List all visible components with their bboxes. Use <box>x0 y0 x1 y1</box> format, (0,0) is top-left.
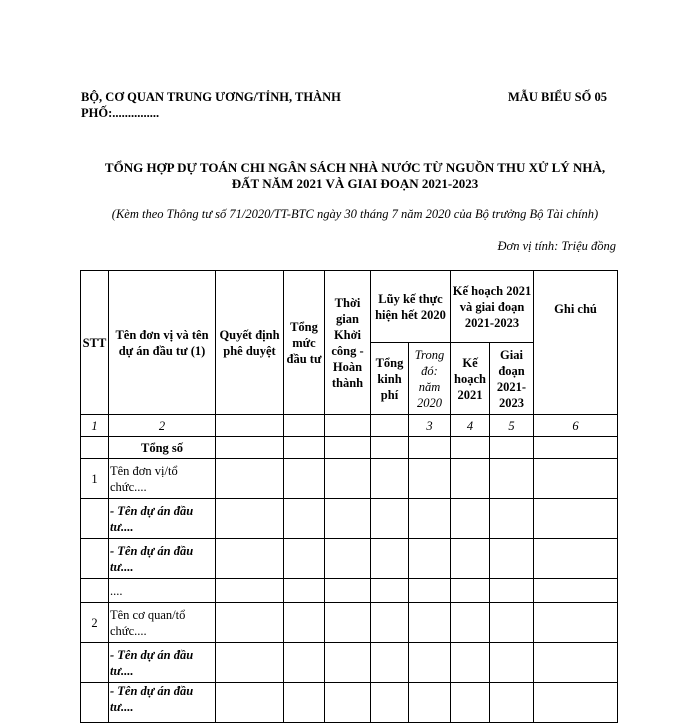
index-cell: 6 <box>534 415 618 437</box>
unit-name: Tên đơn vị/tổ chức.... <box>109 459 216 499</box>
table-row <box>81 499 618 539</box>
header-stt: STT <box>81 271 109 415</box>
index-cell <box>371 415 409 437</box>
project-name: - Tên dự án đầu tư.... <box>109 683 216 723</box>
header-note: Ghi chú <box>534 271 618 415</box>
document-title <box>60 160 650 192</box>
row-stt: 1 <box>81 459 109 499</box>
table-row <box>81 603 618 643</box>
header-plan: Kế hoạch 2021 và giai đoạn 2021-2023 <box>451 271 534 343</box>
agency-name <box>81 89 411 121</box>
header-decision: Quyết định phê duyệt <box>216 271 284 415</box>
index-cell <box>216 415 284 437</box>
header-total-investment: Tổng mức đầu tư <box>284 271 325 415</box>
header-plan-period: Giai đoạn 2021-2023 <box>490 343 534 415</box>
header-plan-2021: Kế hoạch 2021 <box>451 343 490 415</box>
table-row <box>81 459 618 499</box>
table-row <box>81 437 618 459</box>
table-row <box>81 643 618 683</box>
header-name: Tên đơn vị và tên dự án đầu tư (1) <box>109 271 216 415</box>
more-items: .... <box>109 579 216 603</box>
header-cum-2020 <box>409 343 451 415</box>
project-name: - Tên dự án đầu tư.... <box>109 499 216 539</box>
header-cum-total: Tổng kinh phí <box>371 343 409 415</box>
index-cell <box>325 415 371 437</box>
unit-name: Tên cơ quan/tổ chức.... <box>109 603 216 643</box>
header-time: Thời gian Khởi công - Hoàn thành <box>325 271 371 415</box>
budget-table <box>80 270 618 723</box>
index-cell: 1 <box>81 415 109 437</box>
table-row <box>81 683 618 723</box>
table-row <box>81 579 618 603</box>
title-line-2: ĐẤT NĂM 2021 VÀ GIAI ĐOẠN 2021-2023 <box>231 176 479 191</box>
unit-note: Đơn vị tính: Triệu đồng <box>497 239 616 253</box>
index-cell: 5 <box>490 415 534 437</box>
index-cell: 2 <box>109 415 216 437</box>
index-cell: 4 <box>451 415 490 437</box>
project-name: - Tên dự án đầu tư.... <box>109 539 216 579</box>
total-label: Tổng số <box>109 437 216 459</box>
title-line-1: TỔNG HỢP DỰ TOÁN CHI NGÂN SÁCH NHÀ NƯỚC TỪ NGUỒN THU XỬ LÝ NHÀ, <box>104 160 606 175</box>
header-cum-2020-line2: năm 2020 <box>417 379 442 410</box>
index-cell <box>284 415 325 437</box>
index-cell: 3 <box>409 415 451 437</box>
header-cum-2020-line1: Trong đó: <box>414 347 445 378</box>
document-subtitle: (Kèm theo Thông tư số 71/2020/TT-BTC ngày 30 tháng 7 năm 2020 của Bộ trưởng Bộ Tài chính) <box>111 207 599 221</box>
row-stt: 2 <box>81 603 109 643</box>
table-row <box>81 539 618 579</box>
form-number: MẪU BIỂU SỐ 05 <box>508 90 607 104</box>
project-name: - Tên dự án đầu tư.... <box>109 643 216 683</box>
header-cumulative: Lũy kế thực hiện hết 2020 <box>371 271 451 343</box>
agency-line-1: BỘ, CƠ QUAN TRUNG ƯƠNG/TỈNH, THÀNH <box>81 90 341 104</box>
agency-line-2: PHỐ:............... <box>81 106 160 120</box>
